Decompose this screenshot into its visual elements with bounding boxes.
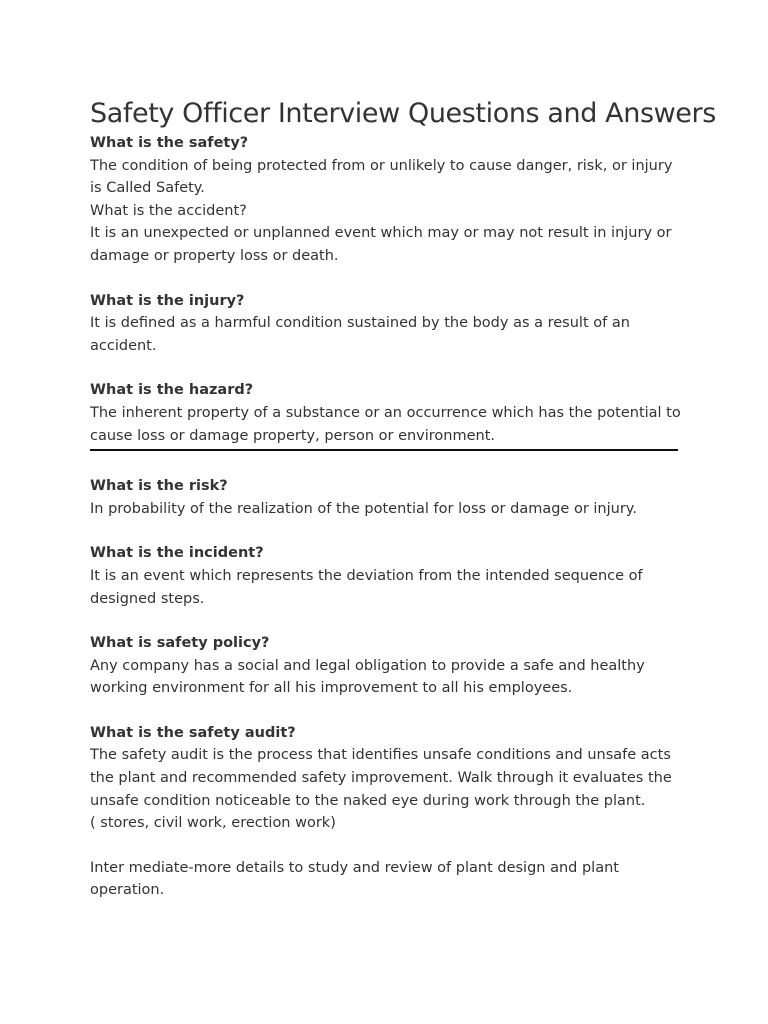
answer-line: unsafe condition noticeable to the naked eye during work through the plant. bbox=[90, 792, 646, 809]
qa-section-safety-policy bbox=[90, 632, 690, 700]
answer-line: The inherent property of a substance or an occurrence which has the potential to bbox=[90, 404, 681, 421]
qa-section-intermediate bbox=[90, 857, 690, 902]
qa-section-safety bbox=[90, 132, 690, 268]
document-content bbox=[90, 96, 716, 902]
question-heading: What is the safety audit? bbox=[90, 724, 296, 741]
answer-line: Inter mediate-more details to study and review of plant design and plant bbox=[90, 859, 619, 876]
question-heading: What is the incident? bbox=[90, 545, 264, 562]
qa-section-risk bbox=[90, 475, 690, 520]
question-heading: What is the injury? bbox=[90, 292, 245, 309]
question-heading: What is the hazard? bbox=[90, 382, 254, 399]
question-heading: What is the risk? bbox=[90, 478, 228, 495]
answer-line: The condition of being protected from or unlikely to cause danger, risk, or injury bbox=[90, 157, 673, 174]
question-plain: What is the accident? bbox=[90, 202, 247, 219]
qa-section-incident bbox=[90, 542, 690, 610]
answer-line: is Called Safety. bbox=[90, 180, 205, 197]
answer-line: It is an event which represents the deviation from the intended sequence of bbox=[90, 567, 643, 584]
answer-line: Any company has a social and legal obligation to provide a safe and healthy bbox=[90, 657, 645, 674]
answer-line: working environment for all his improvement to all his employees. bbox=[90, 680, 573, 697]
document-title: Safety Officer Interview Questions and Answers bbox=[90, 98, 716, 129]
horizontal-rule bbox=[90, 449, 678, 451]
qa-section-injury bbox=[90, 290, 690, 358]
answer-line: accident. bbox=[90, 337, 157, 354]
answer-line: It is defined as a harmful condition sustained by the body as a result of an bbox=[90, 315, 630, 332]
answer-line: the plant and recommended safety improvement. Walk through it evaluates the bbox=[90, 770, 672, 787]
answer-line: designed steps. bbox=[90, 590, 205, 607]
answer-line: ( stores, civil work, erection work) bbox=[90, 815, 336, 832]
answer-line: cause loss or damage property, person or environment. bbox=[90, 427, 496, 444]
answer-line: It is an unexpected or unplanned event which may or may not result in injury or bbox=[90, 225, 672, 242]
qa-section-safety-audit bbox=[90, 722, 690, 835]
question-heading: What is the safety? bbox=[90, 135, 249, 151]
answer-line: operation. bbox=[90, 882, 165, 899]
answer-line: In probability of the realization of the potential for loss or damage or injury. bbox=[90, 500, 637, 517]
question-heading: What is safety policy? bbox=[90, 635, 270, 652]
answer-line: The safety audit is the process that identifies unsafe conditions and unsafe acts bbox=[90, 747, 671, 764]
qa-section-hazard bbox=[90, 379, 690, 451]
answer-line: damage or property loss or death. bbox=[90, 247, 339, 264]
